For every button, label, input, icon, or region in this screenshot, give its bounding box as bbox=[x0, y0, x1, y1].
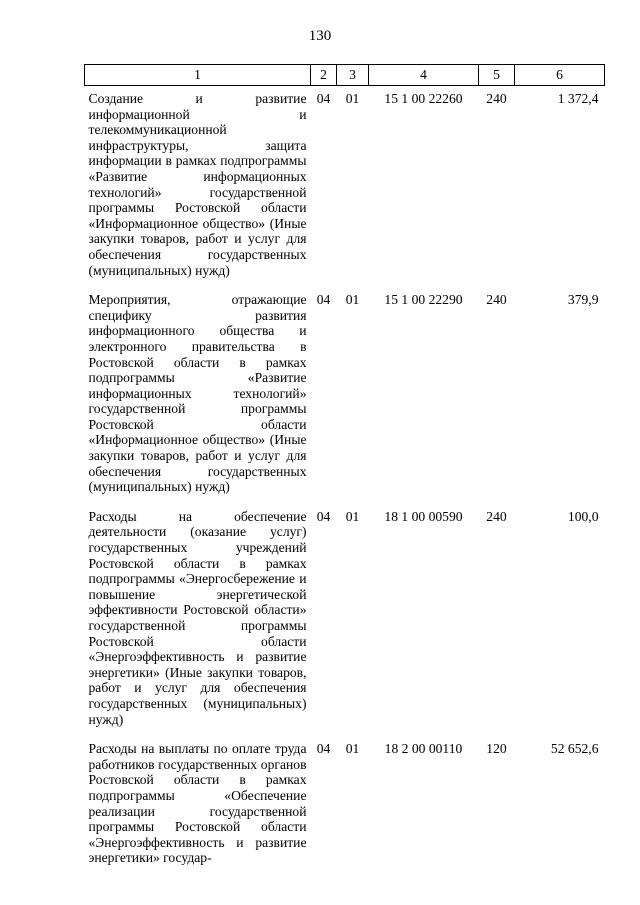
row-target: 15 1 00 22290 bbox=[384, 292, 463, 308]
row-amount: 379,9 bbox=[567, 292, 599, 308]
row-type: 120 bbox=[486, 741, 507, 757]
column-header-1: 1 bbox=[85, 65, 311, 86]
row-subsection: 01 bbox=[345, 292, 360, 308]
row-target: 15 1 00 22260 bbox=[384, 91, 463, 106]
table-row bbox=[85, 741, 605, 880]
row-description: Расходы на выплаты по оплате труда работников государственных органов Ростовской области в рамках подпрограммы «Обеспечение реализации государственной программы Ростовской области «Энергоэффективность и развитие энергетики» государ- bbox=[88, 741, 307, 866]
row-subsection: 01 bbox=[345, 741, 360, 757]
column-header-6: 6 bbox=[515, 65, 605, 86]
table-row bbox=[85, 292, 605, 509]
table-row bbox=[85, 509, 605, 741]
row-section: 04 bbox=[316, 292, 331, 308]
table-row bbox=[85, 86, 605, 293]
row-amount: 100,0 bbox=[567, 508, 599, 524]
row-section: 04 bbox=[316, 91, 331, 106]
row-amount: 1 372,4 bbox=[557, 91, 599, 106]
row-subsection: 01 bbox=[345, 91, 360, 106]
row-type: 240 bbox=[486, 292, 507, 308]
budget-table bbox=[84, 64, 605, 880]
row-description: Создание и развитие информационной и телекоммуникационной инфраструктуры, защита информации в рамках подпрограммы «Развитие информационных технологий» государственной программы Ростовской области «Информационное общество» (Иные закупки товаров, работ и услуг для обеспечения государственных (муниципальных) нужд) bbox=[88, 91, 307, 278]
table-header-row bbox=[85, 65, 605, 86]
row-section: 04 bbox=[316, 508, 331, 524]
column-header-3: 3 bbox=[337, 65, 369, 86]
row-type: 240 bbox=[486, 508, 507, 524]
row-description: Мероприятия, отражающие специфику развития информационного общества и электронного правительства в Ростовской области в рамках подпрограммы «Развитие информационных технологий» государственной программы Ростовской области «Информационное общество» (Иные закупки товаров, работ и услуг для обеспечения государственных (муниципальных) нужд) bbox=[88, 292, 307, 495]
row-type: 240 bbox=[486, 91, 507, 106]
row-amount: 52 652,6 bbox=[550, 741, 599, 757]
row-target: 18 1 00 00590 bbox=[384, 508, 463, 524]
row-section: 04 bbox=[316, 741, 331, 757]
column-header-2: 2 bbox=[311, 65, 337, 86]
column-header-4: 4 bbox=[369, 65, 479, 86]
column-header-5: 5 bbox=[479, 65, 515, 86]
row-subsection: 01 bbox=[345, 508, 360, 524]
page-number: 130 bbox=[308, 28, 332, 44]
row-target: 18 2 00 00110 bbox=[384, 741, 463, 757]
row-description: Расходы на обеспечение деятельности (оказание услуг) государственных учреждений Ростовской области в рамках подпрограммы «Энергосбережение и повышение энергетической эффективности Ростовской области» государственной программы Ростовской области «Энергоэффективность и развитие энергетики» (Иные закупки товаров, работ и услуг для обеспечения государственных (муниципальных) нужд) bbox=[88, 508, 307, 727]
